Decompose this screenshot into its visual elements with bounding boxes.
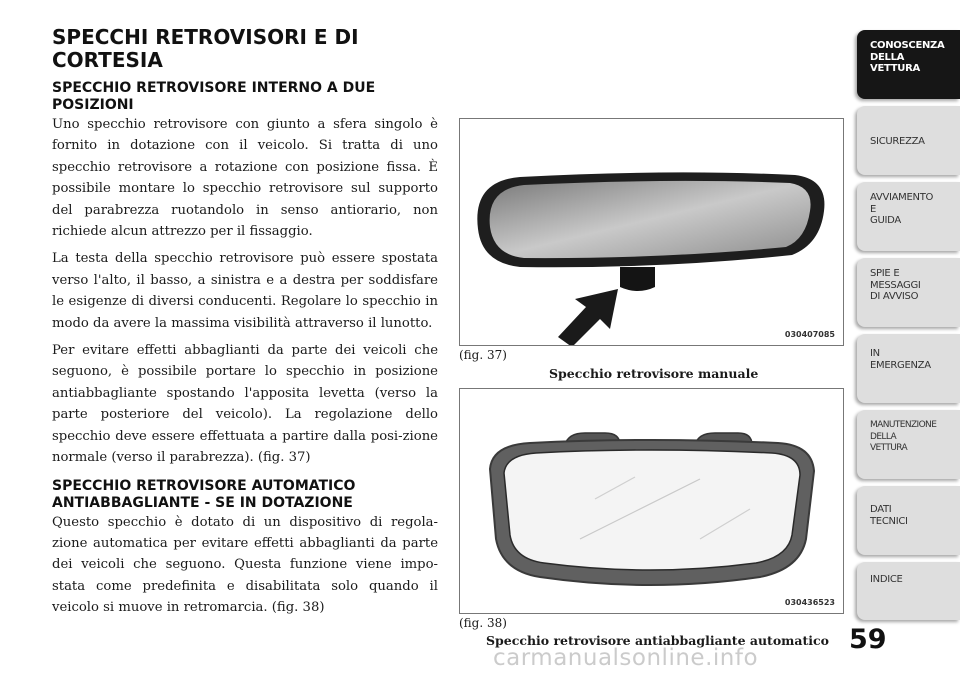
tab-label-line: MANUTENZIONE <box>870 420 937 430</box>
sidebar-tab-spie-e-messaggi[interactable] <box>857 258 960 327</box>
auto-dimming-mirror-illustration <box>460 389 843 613</box>
tab-label-line: VETTURA <box>870 443 908 453</box>
figure-code: 030436523 <box>784 598 835 607</box>
tab-label-line: DELLA <box>870 51 905 63</box>
sidebar-tab-in-emergenza[interactable] <box>857 334 960 403</box>
tab-label-line: TECNICI <box>870 515 908 527</box>
section-heading-line2: ANTIABBAGLIANTE - SE IN DOTAZIONE <box>52 494 353 511</box>
sidebar-tab-sicurezza[interactable] <box>857 106 960 175</box>
tab-label-line: SPIE E <box>870 268 900 279</box>
page-number: 59 <box>849 624 887 655</box>
tab-label-line: DATI <box>870 504 892 515</box>
figure-reference: (fig. 37) <box>459 348 507 362</box>
tab-label-line: GUIDA <box>870 215 901 226</box>
figure-manual-mirror <box>459 118 844 346</box>
figure-reference: (fig. 38) <box>459 616 507 630</box>
sidebar-tab-avviamento-e-guida[interactable] <box>857 182 960 251</box>
section-heading-interior-mirror <box>52 80 438 114</box>
figure-caption: Specchio retrovisore antiabbagliante automatico <box>486 633 829 648</box>
tab-label-line: E <box>870 203 877 215</box>
figure-caption: Specchio retrovisore manuale <box>549 366 759 381</box>
tab-label-line: DI AVVISO <box>870 291 919 302</box>
tab-label-line: IN <box>870 348 880 359</box>
section-heading-line1: SPECCHIO RETROVISORE INTERNO A DUE <box>52 80 376 96</box>
tab-label-line: AVVIAMENTO <box>870 192 934 203</box>
sidebar-tab-manutenzione-della-vettura[interactable] <box>857 410 960 479</box>
paragraph-antiglare-manual: Per evitare effetti abbaglianti da parte dei veicoli che seguono, è possibile portare lo specchio in posizione antiabbagliante spostando l'apposita levetta (verso la parte posteriore del veicolo). La regolazione dello specchio deve essere effettuata a partire dalla posi-zione normale (verso il parabrezza). (fig. 37) <box>52 343 438 466</box>
figure-code: 030407085 <box>784 330 835 339</box>
page-title-line2: CORTESIA <box>52 48 163 72</box>
tab-label-line: SICUREZZA <box>870 136 925 147</box>
paragraph-mirror-mount: Uno specchio retrovisore con giunto a sfera singolo è fornito in dotazione con il veicolo. Si tratta di uno specchio retrovisore a rotazione con posizione fissa. È possibile montare lo specchio retrovisore sul supporto del parabrezza ruotandolo in senso antiorario, non richiede alcun attrezzo per il fissaggio. <box>52 117 438 240</box>
section-heading-line1: SPECCHIO RETROVISORE AUTOMATICO <box>52 477 356 494</box>
tab-label-line: MESSAGGI <box>870 279 921 291</box>
manual-mirror-illustration <box>460 119 843 345</box>
tab-label-line: CONOSCENZA <box>870 40 945 51</box>
paragraph-mirror-adjust: La testa della specchio retrovisore può essere spostata verso l'alto, il basso, a sinistra e a destra per soddisfare le esigenze di diversi conducenti. Regolare lo specchio in modo da avere la massima visibilità attraverso il lunotto. <box>52 251 438 331</box>
page-title-line1: SPECCHI RETROVISORI E DI <box>52 25 359 49</box>
paragraph-auto-dimming: Questo specchio è dotato di un dispositivo di regola-zione automatica per evitare effetti abbaglianti da parte dei veicoli che seguono. Questa funzione viene impo-stata come predefinita e disabilitata solo quando il veicolo si muove in retromarcia. (fig. 38) <box>52 514 438 616</box>
sidebar-tab-indice[interactable] <box>857 562 960 620</box>
tab-label-line: VETTURA <box>870 63 920 74</box>
figure-auto-dimming-mirror <box>459 388 844 614</box>
sidebar-tab-dati-tecnici[interactable] <box>857 486 960 555</box>
section-heading-line2: POSIZIONI <box>52 97 134 113</box>
tab-label-line: INDICE <box>870 574 903 585</box>
tab-label-line: DELLA <box>870 431 897 442</box>
page-title <box>52 26 432 72</box>
watermark: carmanualsonline.info <box>493 645 759 671</box>
sidebar-tab-conoscenza-della-vettura[interactable] <box>857 30 960 99</box>
text-column <box>52 80 438 619</box>
section-heading-auto-dimming <box>52 478 438 512</box>
tab-label-line: EMERGENZA <box>870 359 931 371</box>
